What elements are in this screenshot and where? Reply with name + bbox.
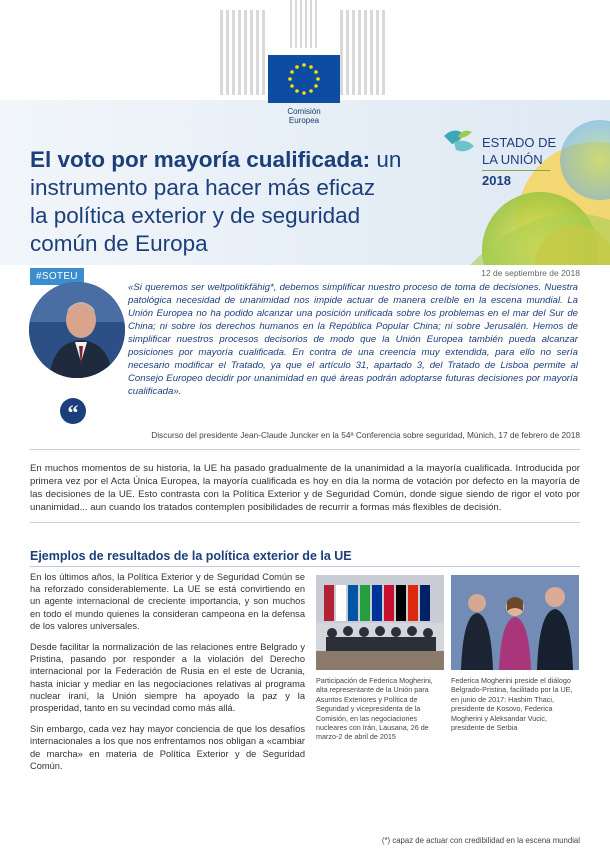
section-paragraph: Desde facilitar la normalización de las relaciones entre Belgrado y Pristina, pasando por responder a la violación del Derecho internacional por la Federación de Rusia en el este de Ucrania, hasta iniciar y mediar en las negociaciones relativas al programa nuclear iraní, la Unión siempre ha apoyado la paz y la prosperidad, tanto en su vecindad como más allá. [30, 642, 305, 714]
section-paragraph: Sin embargo, cada vez hay mayor conciencia de que los desafíos internacionales a los que nos enfrentamos nos obligan a «cambiar de marcha» en materia de Política Exterior y de Seguridad Común. [30, 724, 305, 771]
section-rule [30, 566, 580, 567]
photo-belgrade-pristina [451, 575, 579, 670]
title-line2: instrumento para hacer más eficaz [30, 175, 376, 200]
divider-top [30, 449, 580, 450]
publication-date: 12 de septiembre de 2018 [481, 268, 580, 278]
page-title [30, 146, 470, 258]
estado-line2: LA UNIÓN [482, 152, 543, 167]
eu-flag-icon [268, 55, 340, 103]
footnote: (*) capaz de actuar con credibilidad en la escena mundial [381, 836, 580, 845]
estado-year: 2018 [482, 173, 511, 188]
caption-photo1: Participación de Federica Mogherini, alta representante de la Unión para Asuntos Exteriores y Política de Seguridad y vicepresidenta de la Comisión, en las negociaciones nucleares con Irán, Lausana, 26 de marzo-2 de abril de 2015 [316, 676, 433, 742]
juncker-portrait [29, 282, 125, 378]
intro-paragraph: En muchos momentos de su historia, la UE ha pasado gradualmente de la unanimidad a la mayoría cualificada. Introducida por primera vez por el Acta Única Europea, la mayoría cualificada es hoy en día la norma de votación por defecto en la mayoría de las decisiones de la UE. Esto contrasta con la Política Exterior y de Seguridad Común, donde sigue siendo de rigor el voto por unanimidad... aun cuando los tratados contemplen posibilidades de recurrir a formas más flexibles de decisión. [30, 463, 580, 513]
title-bold: El voto por mayoría cualificada: [30, 147, 371, 172]
bird-icon [440, 124, 480, 160]
estado-line1: ESTADO DE [482, 135, 557, 150]
title-rest: un [370, 147, 402, 172]
section-body [30, 571, 305, 781]
soteu-hashtag[interactable]: #SOTEU [30, 268, 84, 285]
section-title: Ejemplos de resultados de la política exterior de la UE [30, 549, 352, 563]
section-paragraph: En los últimos años, la Política Exterior y de Seguridad Común se ha reforzado considerablemente. La UE se está convirtiendo en un agente internacional de creciente importancia, y son muchos en todo el mundo quienes la consideran campeona en la defensa de los valores universales. [30, 572, 305, 631]
quote-icon: “ [60, 398, 86, 424]
juncker-quote: «Si queremos ser weltpolitikfähig*, debemos simplificar nuestro proceso de toma de decisiones. Nuestra patológica necesidad de unanimidad nos impide actuar de manera creíble en la escena mundial. La Unión Europea no ha podido alcanzar una posición unificada sobre los problemas en el mar del Sur de China; ni sobre los derechos humanos en la República Popular China; ni sobre Jerusalén. Hemos de simplificar nuestros procesos decisorios de modo que la Unión Europea también pueda alcanzar posiciones por mayoría cualificada. En contra de una creencia muy extendida, para ello no sería necesario modificar el Tratado, ya que el artículo 31, apartado 3, del Tratado de Lisboa permite al Consejo Europeo decidir por unanimidad en qué áreas podrán adoptarse futuras decisiones por mayoría cualificada». [128, 282, 578, 397]
logo-line1: Comisión [287, 107, 321, 116]
quote-source: Discurso del presidente Jean-Claude Juncker en la 54ª Conferencia sobre seguridad, Múnich, 17 de febrero de 2018 [151, 430, 580, 440]
title-line4: común de Europa [30, 231, 208, 256]
logo-line2: Europea [288, 116, 320, 125]
title-line3: la política exterior y de seguridad [30, 203, 361, 228]
estado-de-la-union-badge [482, 134, 556, 189]
photo-iran-negotiations [316, 575, 444, 670]
divider-bottom [30, 522, 580, 523]
european-commission-logo[interactable] [268, 55, 340, 141]
estado-divider [482, 170, 550, 171]
caption-photo2: Federica Mogherini preside el diálogo Belgrado-Pristina, facilitado por la UE, en junio de 2017: Hashim Thaci, presidente de Kosovo, Federica Mogherini y Aleksandar Vucic, presidente de Serbia [451, 676, 573, 733]
